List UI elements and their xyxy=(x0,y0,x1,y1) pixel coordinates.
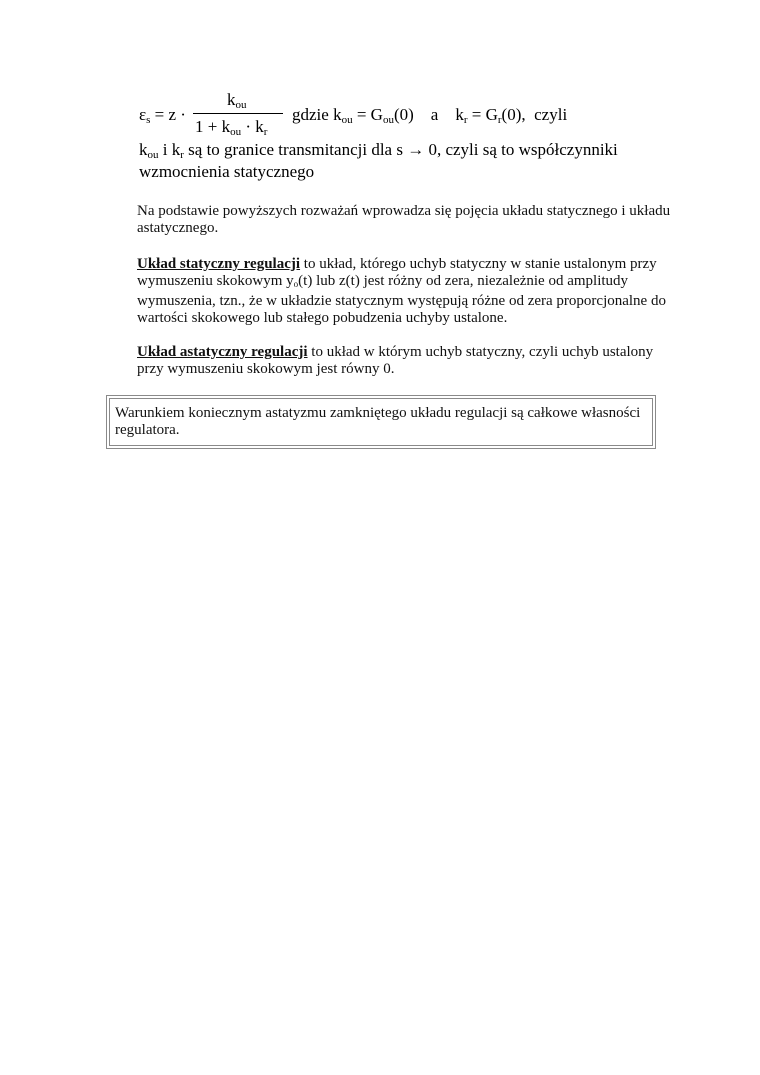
gdzie-sub: ou xyxy=(341,114,353,126)
formula-gdzie xyxy=(292,105,567,126)
czyli-word: czyli xyxy=(534,105,568,124)
denominator-part-b: · k xyxy=(245,117,264,136)
a-word: a xyxy=(430,105,439,124)
gdzie-k: gdzie k xyxy=(292,105,342,124)
static-definition-paragraph xyxy=(137,256,677,327)
formula-lhs xyxy=(139,105,186,126)
fraction-numerator xyxy=(227,90,247,111)
static-term: Układ statyczny regulacji xyxy=(137,256,301,272)
line2-i: i k xyxy=(162,140,181,159)
fraction-denominator xyxy=(195,117,267,138)
highlight-box-text: Warunkiem koniecznym astatyzmu zamkniętego układu regulacji są całkowe własności regulatora. xyxy=(109,398,653,446)
gdzie-arg: (0) xyxy=(393,105,414,124)
static-text-a: to układ, którego uchyb statyczny w stanie ustalonym przy wymuszeniu skokowym y xyxy=(137,256,657,289)
static-sub: o xyxy=(293,279,299,289)
kr-eq: = G xyxy=(471,105,498,124)
gdzie-eq: = G xyxy=(356,105,383,124)
line2-k: k xyxy=(139,140,148,159)
formula-line2 xyxy=(139,140,618,161)
fraction-bar xyxy=(193,113,283,114)
epsilon-sub: s xyxy=(146,114,151,126)
denominator-sub1: ou xyxy=(230,126,242,138)
formula-block xyxy=(139,90,679,185)
line2-rest: są to granice transmitancji dla s → 0, czyli są to współczynniki xyxy=(188,140,618,159)
astatic-term: Układ astatyczny regulacji xyxy=(137,344,308,360)
formula-line3: wzmocnienia statycznego xyxy=(139,162,315,181)
intro-paragraph: Na podstawie powyższych rozważań wprowadza się pojęcia układu statycznego i układu astatycznego. xyxy=(137,203,671,236)
highlight-box xyxy=(106,395,656,449)
numerator-k: k xyxy=(227,90,236,109)
denominator-part-a: 1 + k xyxy=(195,117,231,136)
line2-i-sub: r xyxy=(180,149,184,161)
kr-eq-sub: r xyxy=(497,114,502,126)
line2-k-sub: ou xyxy=(147,149,159,161)
gdzie-eq-sub: ou xyxy=(382,114,394,126)
kr-k: k xyxy=(455,105,464,124)
astatic-definition-paragraph xyxy=(137,344,677,378)
numerator-sub: ou xyxy=(235,99,247,111)
astatic-text: to układ w którym uchyb statyczny, czyli uchyb ustalony przy wymuszeniu skokowym jest równy 0. xyxy=(137,344,654,377)
equals-z: = z · xyxy=(154,105,186,124)
denominator-sub2: r xyxy=(263,126,268,138)
epsilon-symbol: ε xyxy=(139,105,147,124)
static-text-b: (t) lub z(t) jest różny od zera, niezależnie od amplitudy wymuszenia, tzn., że w układzie statycznym występują różne od zera proporcjonalne do wartości skokowego lub stałego pobudzenia uchyby ustalone. xyxy=(137,273,666,326)
kr-arg: (0), xyxy=(501,105,526,124)
kr-sub: r xyxy=(463,114,468,126)
